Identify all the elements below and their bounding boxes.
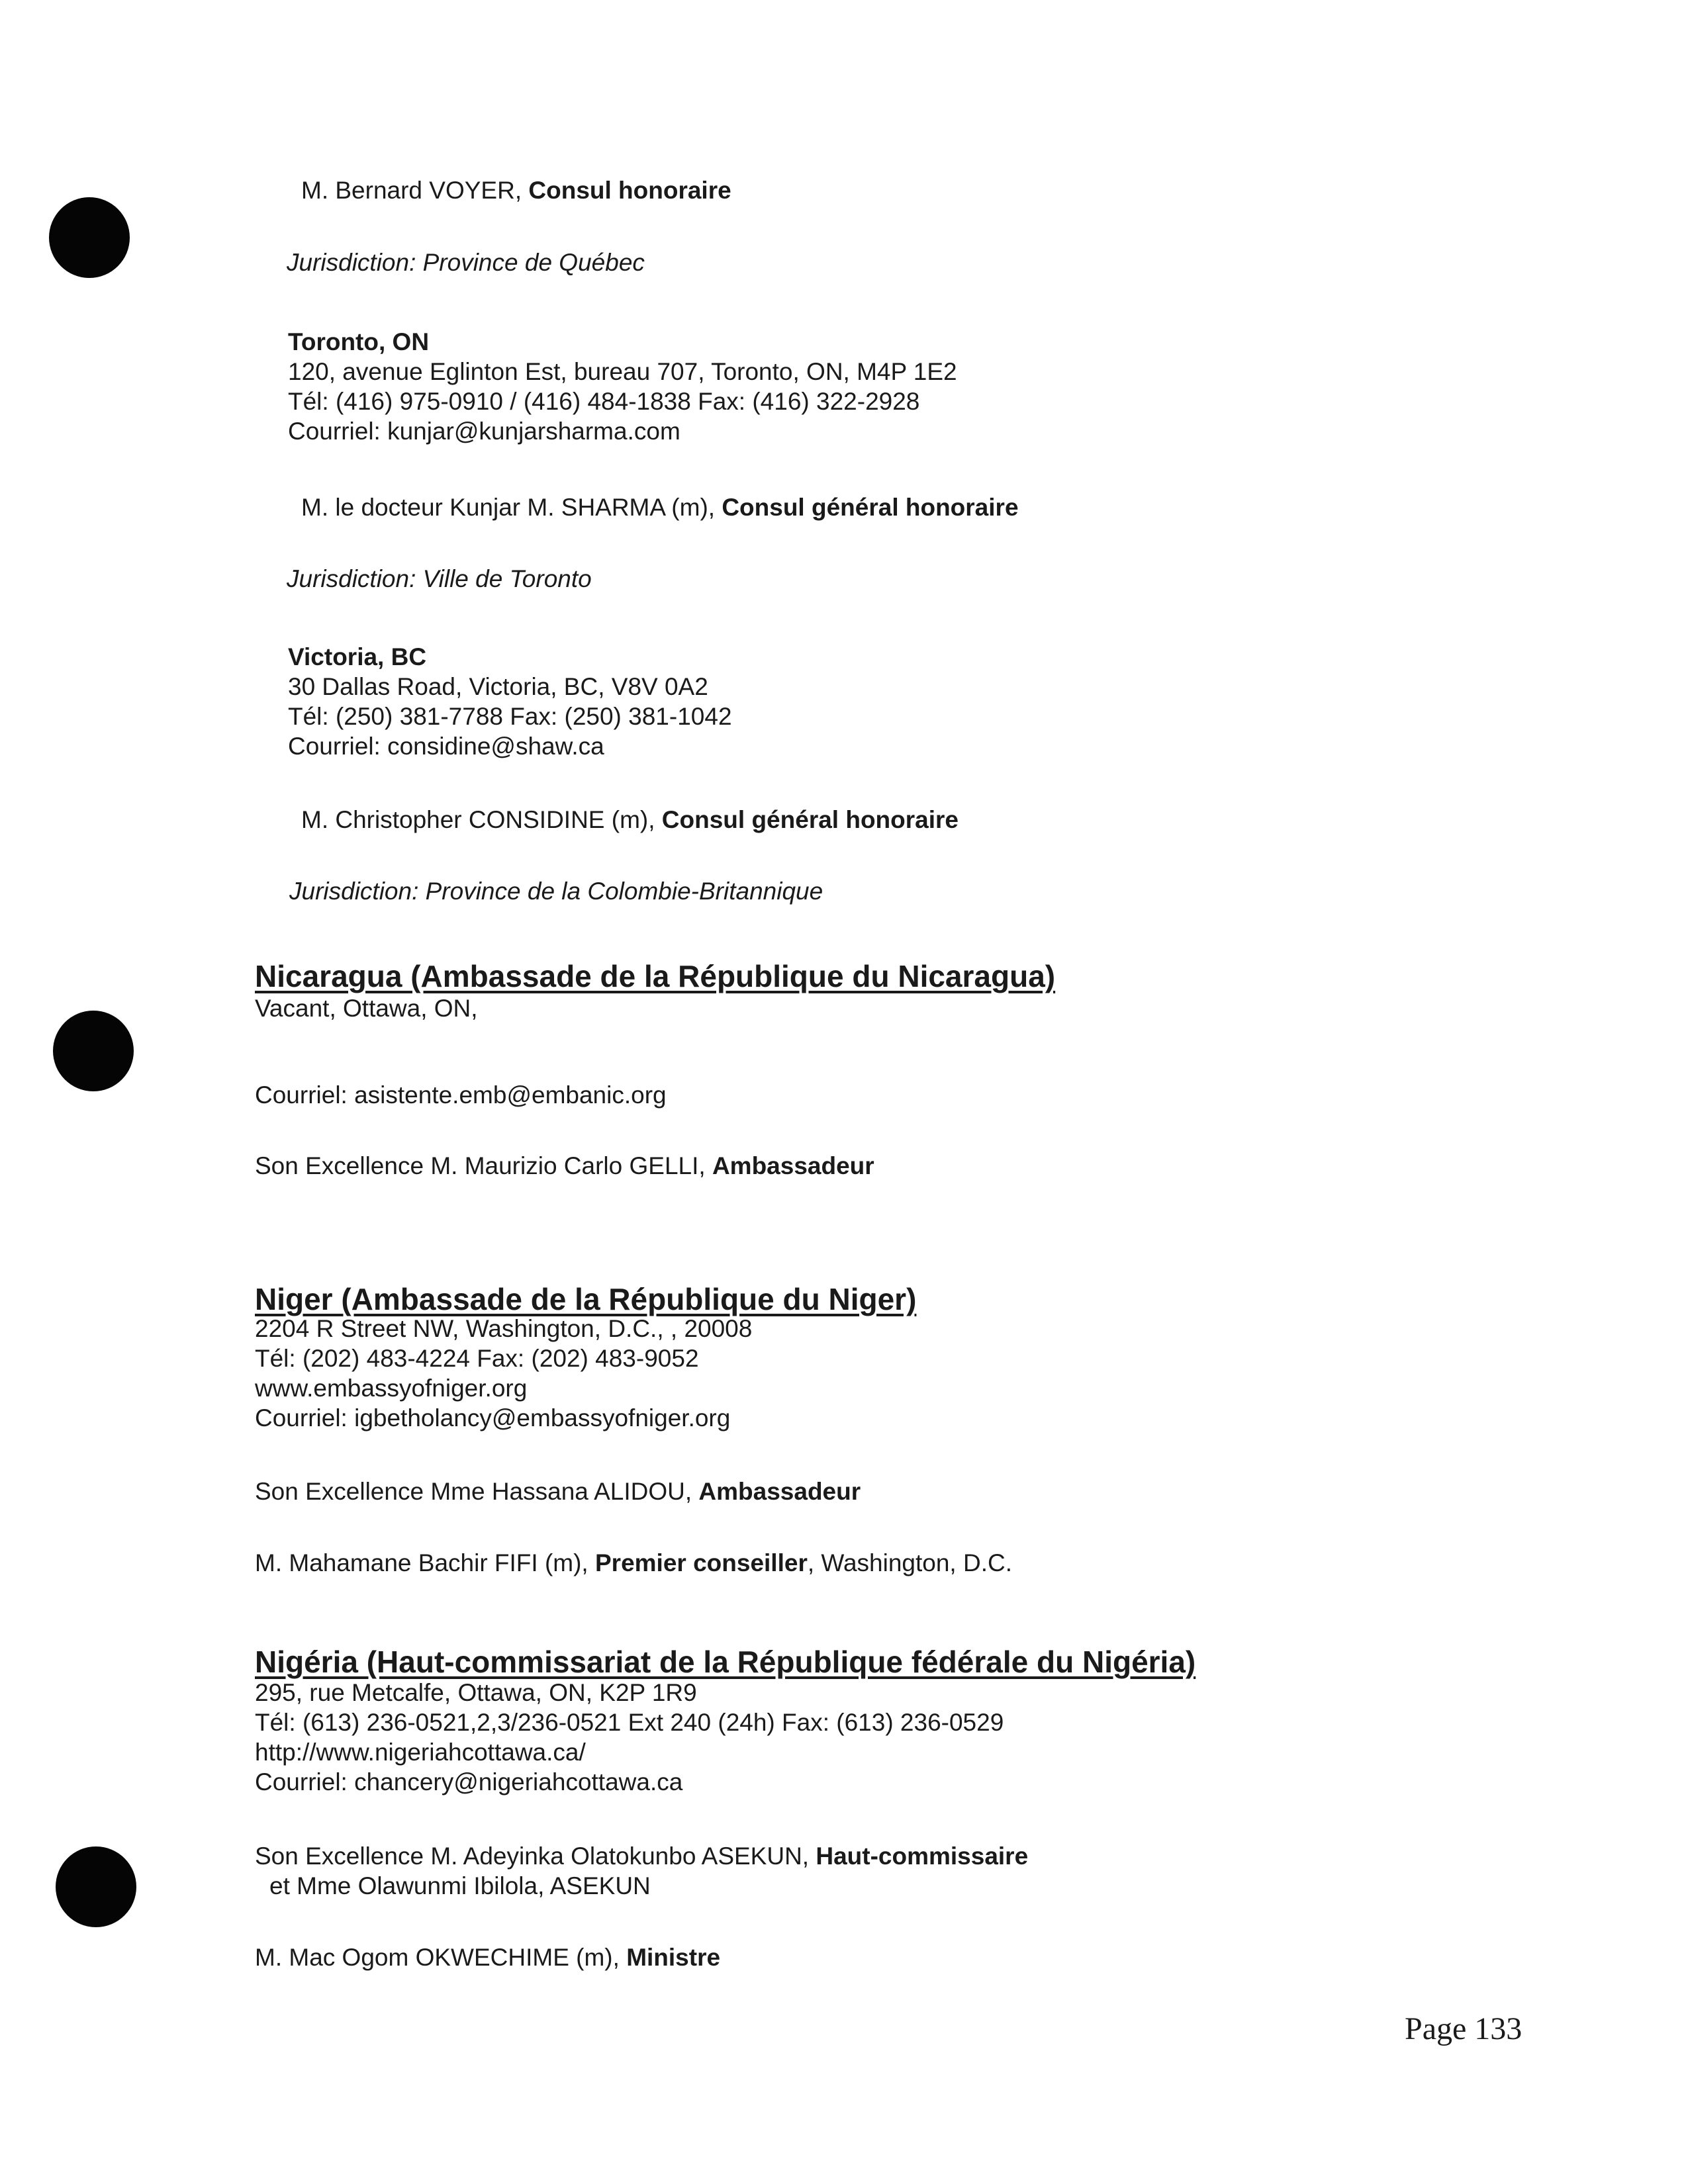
page-number: Page 133: [1405, 2011, 1523, 2046]
nigeria-heading: Nigéria (Haut-commissariat de la République fédérale du Nigéria): [255, 1645, 1196, 1679]
nigeria-address: 295, rue Metcalfe, Ottawa, ON, K2P 1R9: [255, 1679, 697, 1706]
victoria-email: Courriel: considine@shaw.ca: [288, 733, 604, 760]
niger-address: 2204 R Street NW, Washington, D.C., , 20008: [255, 1315, 753, 1342]
nicaragua-email: Courriel: asistente.emb@embanic.org: [255, 1081, 667, 1109]
niger-heading: Niger (Ambassade de la République du Niger): [255, 1282, 917, 1316]
nigeria-person-1-name: Son Excellence M. Adeyinka Olatokunbo ASEKUN,: [255, 1843, 816, 1870]
niger-person-1: [255, 1477, 861, 1506]
niger-person-1-title: Ambassadeur: [698, 1478, 861, 1505]
nigeria-person-2-title: Ministre: [626, 1944, 721, 1971]
niger-person-2-name: M. Mahamane Bachir FIFI (m),: [255, 1549, 595, 1576]
nigeria-spouse: et Mme Olawunmi Ibilola, ASEKUN: [269, 1872, 651, 1899]
toronto-phone: Tél: (416) 975-0910 / (416) 484-1838 Fax: (416) 322-2928: [288, 388, 920, 415]
toronto-person: [301, 493, 1019, 522]
nigeria-phone: Tél: (613) 236-0521,2,3/236-0521 Ext 240 (24h) Fax: (613) 236-0529: [255, 1709, 1004, 1736]
nigeria-person-1-title: Haut-commissaire: [816, 1843, 1029, 1870]
niger-person-2: [255, 1549, 1012, 1578]
voyer-name: M. Bernard VOYER,: [301, 177, 529, 204]
nicaragua-person-name: Son Excellence M. Maurizio Carlo GELLI,: [255, 1152, 712, 1179]
victoria-jurisdiction: Jurisdiction: Province de la Colombie-Britannique: [289, 878, 823, 905]
toronto-email: Courriel: kunjar@kunjarsharma.com: [288, 418, 680, 445]
niger-person-2-location: , Washington, D.C.: [807, 1549, 1012, 1576]
nicaragua-address: Vacant, Ottawa, ON,: [255, 995, 478, 1022]
nigeria-person-2-name: M. Mac Ogom OKWECHIME (m),: [255, 1944, 627, 1971]
nigeria-person-2: [255, 1943, 720, 1972]
punch-hole-bottom: [56, 1846, 136, 1927]
toronto-person-title: Consul général honoraire: [722, 494, 1019, 521]
toronto-address-block: [288, 327, 957, 446]
toronto-address: 120, avenue Eglinton Est, bureau 707, Toronto, ON, M4P 1E2: [288, 358, 957, 385]
niger-website: www.embassyofniger.org: [255, 1375, 528, 1402]
nigeria-website: http://www.nigeriahcottawa.ca/: [255, 1739, 586, 1766]
nigeria-person-1: [255, 1842, 1028, 1871]
niger-email: Courriel: igbetholancy@embassyofniger.org: [255, 1404, 731, 1432]
niger-phone: Tél: (202) 483-4224 Fax: (202) 483-9052: [255, 1345, 699, 1372]
voyer-entry: [301, 176, 731, 205]
victoria-person: [301, 805, 959, 835]
victoria-address: 30 Dallas Road, Victoria, BC, V8V 0A2: [288, 673, 708, 700]
nicaragua-heading: Nicaragua (Ambassade de la République du Nicaragua): [255, 959, 1056, 993]
victoria-address-block: [288, 642, 732, 761]
toronto-city: Toronto, ON: [288, 328, 430, 355]
nicaragua-person: [255, 1152, 874, 1181]
victoria-person-name: M. Christopher CONSIDINE (m),: [301, 806, 662, 833]
niger-person-1-name: Son Excellence Mme Hassana ALIDOU,: [255, 1478, 699, 1505]
toronto-person-name: M. le docteur Kunjar M. SHARMA (m),: [301, 494, 722, 521]
punch-hole-top: [49, 197, 130, 278]
victoria-phone: Tél: (250) 381-7788 Fax: (250) 381-1042: [288, 703, 732, 730]
nigeria-email: Courriel: chancery@nigeriahcottawa.ca: [255, 1768, 683, 1796]
niger-address-block: [255, 1314, 752, 1433]
toronto-jurisdiction: Jurisdiction: Ville de Toronto: [287, 565, 592, 592]
nicaragua-person-title: Ambassadeur: [712, 1152, 874, 1179]
punch-hole-middle: [53, 1011, 134, 1091]
nigeria-address-block: [255, 1678, 1004, 1797]
voyer-title: Consul honoraire: [528, 177, 731, 204]
voyer-jurisdiction: Jurisdiction: Province de Québec: [287, 249, 645, 276]
victoria-person-title: Consul général honoraire: [661, 806, 959, 833]
victoria-city: Victoria, BC: [288, 643, 427, 670]
niger-person-2-title: Premier conseiller: [595, 1549, 808, 1576]
